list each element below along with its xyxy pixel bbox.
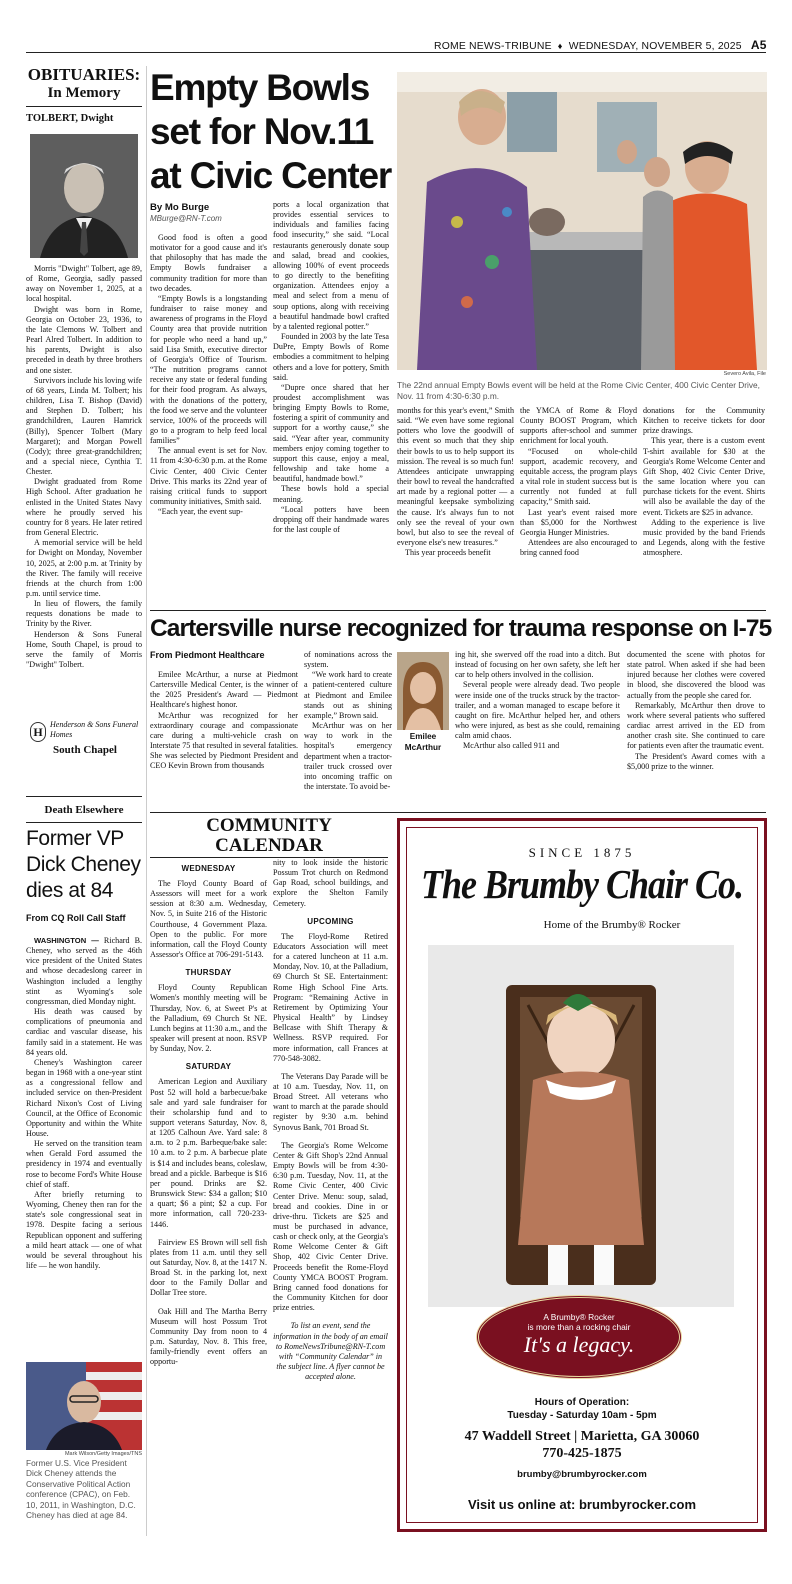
nurse-col-3 xyxy=(455,650,620,808)
page-header xyxy=(434,38,767,52)
calendar-day-heading: SATURDAY xyxy=(185,1062,232,1072)
nurse-para: Emilee McArthur, a nurse at Piedmont Cartersville Medical Center, is the winner of the 2025 President's Award — Piedmont Healthcare's highest honor. xyxy=(150,670,298,710)
ad-address: 47 Waddell Street | Marietta, GA 30060 xyxy=(464,1429,700,1444)
obit-para: Survivors include his loving wife of 68 years, Linda M. Tolbert; his children, Lisa T. Bishop (David) and Stephen D. Tolbert; his grandchildren, Lauren Hamrick (Billy), Spencer Tolbert (Mary Margaret); and Morgan Powell (Cody); three great-grandchildren; and a special niece, Cynthia T. Chester. xyxy=(26,375,142,477)
bowls-para: Founded in 2003 by the late Tesa DuPre, Empty Bowls of Rome embodies a commitment to helping others and a love for pottery, Smith said. xyxy=(273,332,389,382)
cheney-para: His death was caused by complications of pneumonia and cardiac and vascular disease, his family said in a statement. He was 84 years old. xyxy=(26,1007,142,1057)
funeral-logo-mark: H xyxy=(30,722,46,742)
bowls-para: This year, there is a custom event T-shirt available for $30 at the Georgia's Rome Welcome Center and Gift Shop, 402 Civic Center Drive, the same location where you can purchase tickets for the event. Shirts will also be available the day of the event. Tickets are $25 in advance. xyxy=(643,436,765,517)
bowls-col-4 xyxy=(520,406,637,606)
ad-hours-label: Hours of Operation: xyxy=(534,1397,630,1408)
paper-name: ROME NEWS-TRIBUNE xyxy=(434,41,552,52)
ad-website: Visit us online at: brumbyrocker.com xyxy=(467,1497,697,1512)
obit-portrait xyxy=(30,134,138,258)
nurse-photo-illustration xyxy=(397,652,449,730)
bowls-para: Last year's event raised more than $5,000 for the Northwest Georgia Hunger Ministries. xyxy=(520,507,637,537)
calendar-event: Oak Hill and The Martha Berry Museum will host Possum Trot Community Day from noon to 4 p.m. Saturday, Nov. 8. This free, family-friendly event offers an opportu- xyxy=(150,1306,267,1367)
cheney-photo-credit: Mark Wilson/Getty Images/TNS xyxy=(64,1451,142,1457)
section-rule-2 xyxy=(150,812,766,813)
bowls-email: MBurge@RN-T.com xyxy=(150,214,222,223)
nurse-photo-caption: Emilee McArthur xyxy=(404,732,442,752)
cheney-photo xyxy=(26,1362,142,1450)
ad-email: brumby@brumbyrocker.com xyxy=(517,1469,647,1480)
calendar-event: Fairview ES Brown will sell fish plates from 11 a.m. until they sell out Saturday, Nov. 8, at the 1417 N. Broad St. in the parking lot, next door to the Family Dollar and Dollar Tree store. xyxy=(150,1237,267,1298)
nurse-para: “We work hard to create a patient-centered culture at Piedmont and Emilee stands out as shining example,” Brown said. xyxy=(304,670,392,720)
bowls-para: the YMCA of Rome & Floyd County BOOST Program, which supports after-school and summer enrichment for local youth. xyxy=(520,406,637,446)
calendar-event: The Veterans Day Parade will be at 10 a.m. Tuesday, Nov. 11, on Broad Street. All veterans who want to march at the parade should register by 9:30 a.m. behind Synovus Bank, 701 Broad St. xyxy=(273,1071,388,1132)
obit-para: Henderson & Sons Funeral Home, South Chapel, is proud to serve the family of Morris "Dwight" Tolbert. xyxy=(26,629,142,670)
nurse-col-4 xyxy=(627,650,765,808)
bowls-para: “Each year, the event sup- xyxy=(158,507,243,517)
calendar-event: Floyd County Republican Women's monthly meeting will be Thursday, Nov. 6, at Sweet P's at the Palladium, 69 Church St NE. Lunch begins at 11:30 a.m., and the speaker will present at noon. RSVP by Sunday, Nov. 2. xyxy=(150,983,267,1054)
bowls-para: Attendees are also encouraged to bring canned food xyxy=(520,538,637,558)
bowls-photo xyxy=(397,72,767,370)
obit-para: In lieu of flowers, the family requests donations be made to Trinity by the River. xyxy=(26,599,142,629)
obit-text xyxy=(26,264,142,716)
calendar-event: American Legion and Auxiliary Post 52 will hold a barbecue/bake sale and yard sale fundraiser for their scholarship fund and to support veterans Saturday, Nov. 8, at 1205 Calhoun Ave. Yard sale: 8 a.m. to 2 p.m. Barbeque/bake sale: 10 a.m. to 2 p.m. A barbecue plate is $14 and includes beans, coleslaw, bread and a pickle. Barbeque is $16 per pound. Drinks are $2. Brunswick Stew: $34 a gallon; $10 a quart; $6 a pint; $2 a cup. For more information, call 720-233-1446. xyxy=(150,1077,267,1229)
section-rule-1 xyxy=(150,610,766,611)
calendar-title xyxy=(150,816,388,856)
bowls-para: The annual event is set for Nov. 11 from 4:30-6:30 p.m. at the Rome Civic Center, 400 Civic Center Drive. This marks its 22nd year of raising critical funds to support community initiatives, Smith said. xyxy=(150,446,267,507)
bowls-photo-illustration xyxy=(397,72,767,370)
calendar-title-line2: CALENDAR xyxy=(215,835,323,856)
funeral-home-logo xyxy=(30,720,140,768)
portrait-illustration xyxy=(30,134,138,258)
bowls-para: “Empty Bowls is a longstanding fundraiser to raise money and awareness of programs in the Floyd County area that provide nutrition for people who need a hand up,” said Lisa Smith, executive director of Georgia's Office of Tourism. “The nutrition programs cannot receive any state or federal funding for their food program. As always, with the donations of the pottery, the food we serve and the volunteer service, 100% of the proceeds will go to a program to help feed local families” xyxy=(150,293,267,446)
nurse-headline: Cartersville nurse recognized for trauma response on I-75 xyxy=(150,615,772,642)
nurse-para: Remarkably, McArthur then drove to work where several patients who suffered cardiac arrest arrived in the ED from another crash site. She continued to care for patients even after the traumatic event. xyxy=(627,700,765,751)
calendar-col-2 xyxy=(273,858,388,1550)
issue-date: WEDNESDAY, NOVEMBER 5, 2025 xyxy=(568,41,742,52)
column-divider xyxy=(146,66,147,1536)
calendar-event: The Floyd County Board of Assessors will meet for a work session at 8:30 a.m. Wednesday, Nov. 5, in Suite 216 of the Historic Courthouse, 4 Government Plaza. Open to the public. For more information, call the Floyd County Assessor's Office at 706-291-5143. xyxy=(150,879,267,960)
bowls-para: donations for the Community Kitchen to receive tickets for door prize drawings. xyxy=(643,406,765,436)
calendar-col-1 xyxy=(150,858,267,1550)
nurse-col-2 xyxy=(304,650,392,808)
bowls-col-5 xyxy=(643,406,765,606)
bowls-para: “Local potters have been dropping off their handmade wares for the last couple of xyxy=(273,504,389,534)
cheney-para: After briefly returning to Wyoming, Cheney then ran for the state's sole congressional seat in 1978. Despite facing a serious Republican opponent and suffering a mild heart attack — one of what would be several throughout his life — he won handily. xyxy=(26,1189,142,1270)
obituaries-heading xyxy=(26,66,142,102)
nurse-photo xyxy=(397,652,449,730)
cheney-para: He served on the transition team when Gerald Ford assumed the presidency in 1974 and eventually rose to become Ford's White House chief of staff. xyxy=(26,1139,142,1189)
bowls-col-3 xyxy=(397,406,514,606)
death-elsewhere-label: Death Elsewhere xyxy=(44,804,124,816)
in-memory-title: In Memory xyxy=(47,85,121,101)
nurse-para: McArthur was on her way to work in the hospital's emergency department when a tractor-trailer truck crossed over into oncoming traffic on the interstate. To avoid be- xyxy=(304,721,392,792)
ad-photo xyxy=(428,945,734,1307)
cheney-source: From CQ Roll Call Staff xyxy=(26,913,126,923)
bowls-byline: By Mo Burge xyxy=(150,202,210,213)
bowls-photo-credit: Severo Avila, File xyxy=(723,371,766,377)
ad-phone: 770-425-1875 xyxy=(542,1446,622,1461)
bowls-col-2 xyxy=(273,200,389,606)
cheney-photo-illustration xyxy=(26,1362,142,1450)
bowls-caption: The 22nd annual Empty Bowls event will be held at the Rome Civic Center, 400 Civic Center Drive, Nov. 11 from 4:30-6:30 p.m. xyxy=(397,380,760,401)
page-number: A5 xyxy=(750,38,767,52)
calendar-day-heading: UPCOMING xyxy=(307,916,354,926)
bowls-headline: Empty Bowls set for Nov.11 at Civic Center xyxy=(150,67,392,196)
header-rule xyxy=(26,52,766,53)
nurse-col-1 xyxy=(150,670,298,808)
chapel-name: South Chapel xyxy=(53,744,117,756)
cheney-para xyxy=(26,936,142,1007)
bowls-para: Good food is often a good motivator for a good cause and it's that philosophy that has made the Empty Bowls fundraiser a community tradition for more than two decades. xyxy=(150,233,267,293)
cheney-text xyxy=(26,936,142,1354)
bowls-para: These bowls hold a special meaning. xyxy=(273,484,389,504)
ad-since: SINCE 1875 xyxy=(528,845,636,860)
cheney-dateline: WASHINGTON — xyxy=(34,936,99,945)
cheney-headline: Former VP Dick Cheney dies at 84 xyxy=(26,827,141,902)
nurse-para: McArthur also called 911 and xyxy=(463,741,560,751)
obit-name: TOLBERT, Dwight xyxy=(26,113,114,124)
bowls-para: months for this year's event,” Smith said. “We even have some regional potters who love the goodwill of this event so much that they ship their bowls to us to help support its mission. The reveal is so much fun! Attendees anticipate unwrapping their bowl to reveal the handcrafted art made by a regional potter — a meaningful keepsake symbolizing the cause. It's always fun to not only see the reveal of your own bowl, but also to see the reveal of everyone else's new treasures.” xyxy=(397,406,514,548)
calendar-day-heading: WEDNESDAY xyxy=(181,864,236,873)
obit-rule-1 xyxy=(26,106,142,107)
obit-para: Dwight graduated from Rome High School. After graduation he enlisted in the United States Navy where he proudly served his country for 8 years. He later retired from General Electric. xyxy=(26,477,142,538)
calendar-event: nity to look inside the historic Possum Trot church on Redmond Gap Road, school buildings, and explore the Shelton Family Cemetery. xyxy=(273,858,388,908)
nurse-source: From Piedmont Healthcare xyxy=(150,650,265,660)
calendar-day-heading: THURSDAY xyxy=(185,968,232,978)
brumby-ad xyxy=(397,818,767,1532)
bowls-col-1 xyxy=(150,233,267,605)
bowls-para: ports a local organization that provides essential services to individuals and families facing food insecurity,” she said. “Local restaurants generously donate soup and salad, bread and cookies, allowing 100% of event proceeds to go directly to the benefiting organization. Attendees enjoy a meal and select from a menu of soup options, along with receiving a beautiful handmade bowl crafted by a talented regional potter.” xyxy=(273,200,389,331)
obit-rule-2 xyxy=(26,796,142,797)
cheney-para-text: Richard B. Cheney, who served as the 46th vice president of the United States and whose decadeslong career in Washington included a lengthy stint as Wyoming's sole congressman, died Monday night. xyxy=(26,936,142,1006)
ad-brand: The Brumby Chair Co. xyxy=(420,861,744,907)
bowls-para: This year proceeds benefit xyxy=(405,548,491,558)
nurse-para: of nominations across the system. xyxy=(304,650,392,670)
ad-hours: Tuesday - Saturday 10am - 5pm xyxy=(507,1410,657,1421)
obit-para: Dwight was born in Rome, Georgia on October 23, 1936, to the late Clemons W. Tolbert and Pearl Alred Tolbert. In addition to his parents, Dwight is also preceded in death by three brothers and one sister. xyxy=(26,304,142,375)
ad-oval-line1: A Brumby® Rocker xyxy=(543,1312,615,1322)
nurse-para: McArthur was recognized for her extraordinary courage and compassionate care during a multi-vehicle crash on Interstate 75 that resulted in several fatalities. She was selected by Piedmont President and CEO Kevin Brown from thousands xyxy=(150,710,298,771)
separator: ♦ xyxy=(557,41,563,51)
calendar-note: To list an event, send the information in the body of an email to RomeNewsTribune@RN-T.com with “Community Calendar” in the subject line. A flyer cannot be accepted alone. xyxy=(273,1321,388,1382)
ad-oval-line2: is more than a rocking chair xyxy=(527,1322,631,1332)
nurse-para: The President's Award comes with a $5,000 prize to the winner. xyxy=(627,751,765,771)
obit-rule-3 xyxy=(26,822,142,823)
child-rocker-illustration xyxy=(428,945,734,1307)
cheney-para: Cheney's Washington career began in 1968 with a one-year stint as a congressional fellow and included service on then-President Richard Nixon's Cost of Living Council, at the Office of Economic Opportunity and within the White House. xyxy=(26,1057,142,1138)
obit-para: Morris "Dwight" Tolbert, age 89, of Rome, Georgia, sadly passed away on November 1, 2025, at a local hospital. xyxy=(26,264,142,304)
ad-oval xyxy=(476,1295,682,1379)
calendar-event: The Georgia's Rome Welcome Center & Gift Shop's 22nd Annual Empty Bowls will be from 4:30-6:30 p.m. Tuesday, Nov. 11, at the Rome Civic Center, 400 Civic Center Drive. Menu: soup, salad, bread and cookies. Dine in or drive-thru. Tickets are $25 and must be purchased in advance, cash or check only, at the Georgia's Rome Welcome Center & Gift Shop, 402 Civic Center Drive. Proceeds benefit the Rome-Floyd County YMCA BOOST Program. Bring canned food donations for the Community Kitchen for door prize entries. xyxy=(273,1140,388,1313)
obit-para: A memorial service will be held for Dwight on Monday, November 10, 2025, at 2:00 p.m. at Trinity by the River. The family will receive friends at the church from 1:00 p.m. until service time. xyxy=(26,538,142,598)
calendar-title-line1: COMMUNITY xyxy=(206,815,332,836)
bowls-para: “Focused on whole-child support, academic recovery, and equitable access, the program plays a vital role in student success but is currently not funded at full capacity,” Smith said. xyxy=(520,446,637,507)
calendar-event: The Floyd-Rome Retired Educators Association will meet for a catered luncheon at 11 a.m. Monday, Nov. 10, at the Palladium, 69 Church St SE. Entertainment: Rome High School Fine Arts. Program: “Remaining Active in Retirement by Optimizing Your Physical Health” by Lindsey Bellcase with Shift Therapy & Wellness. RSVP required. For more information, call Frances at 770-548-3082. xyxy=(273,931,388,1063)
ad-tagline: Home of the Brumby® Rocker xyxy=(543,919,681,931)
ad-oval-line3: It's a legacy. xyxy=(523,1332,635,1357)
obituaries-title: OBITUARIES: xyxy=(27,65,141,84)
nurse-para: documented the scene with photos for state patrol. When asked if she had been injured because her clothes were covered in blood, she discovered the blood was actually from the people she cared for. xyxy=(627,650,765,700)
nurse-para: ing hit, she swerved off the road into a ditch. But instead of focusing on her own safety, she left her car to help others involved in the collision. xyxy=(455,650,620,680)
bowls-para: “Dupre once shared that her proudest accomplishment was bringing Empty Bowls to Rome, fostering a spirit of community and support for a worthy cause,” she said. “Year after year, community members enjoy coming together to support this cause, enjoy a meal, fellowship and take home a beautiful, handmade bowl.” xyxy=(273,382,389,484)
nurse-para: Several people were already dead. Two people were inside one of the trucks struck by the tractor-trailer, and a woman managed to escape before it caught on fire. McArthur helped her, and others who were injured, as best as she could, remaining calm amid chaos. xyxy=(455,680,620,741)
cheney-caption: Former U.S. Vice President Dick Cheney attends the Conservative Political Action conference (CPAC), on Feb. 10, 2011, in Washington, D.C. Cheney has died at age 84. xyxy=(26,1458,136,1521)
bowls-para: Adding to the experience is live music provided by the band Friends and Legends, along with the festive atmosphere. xyxy=(643,517,765,558)
funeral-logo-text: Henderson & Sons Funeral Homes xyxy=(50,720,139,739)
